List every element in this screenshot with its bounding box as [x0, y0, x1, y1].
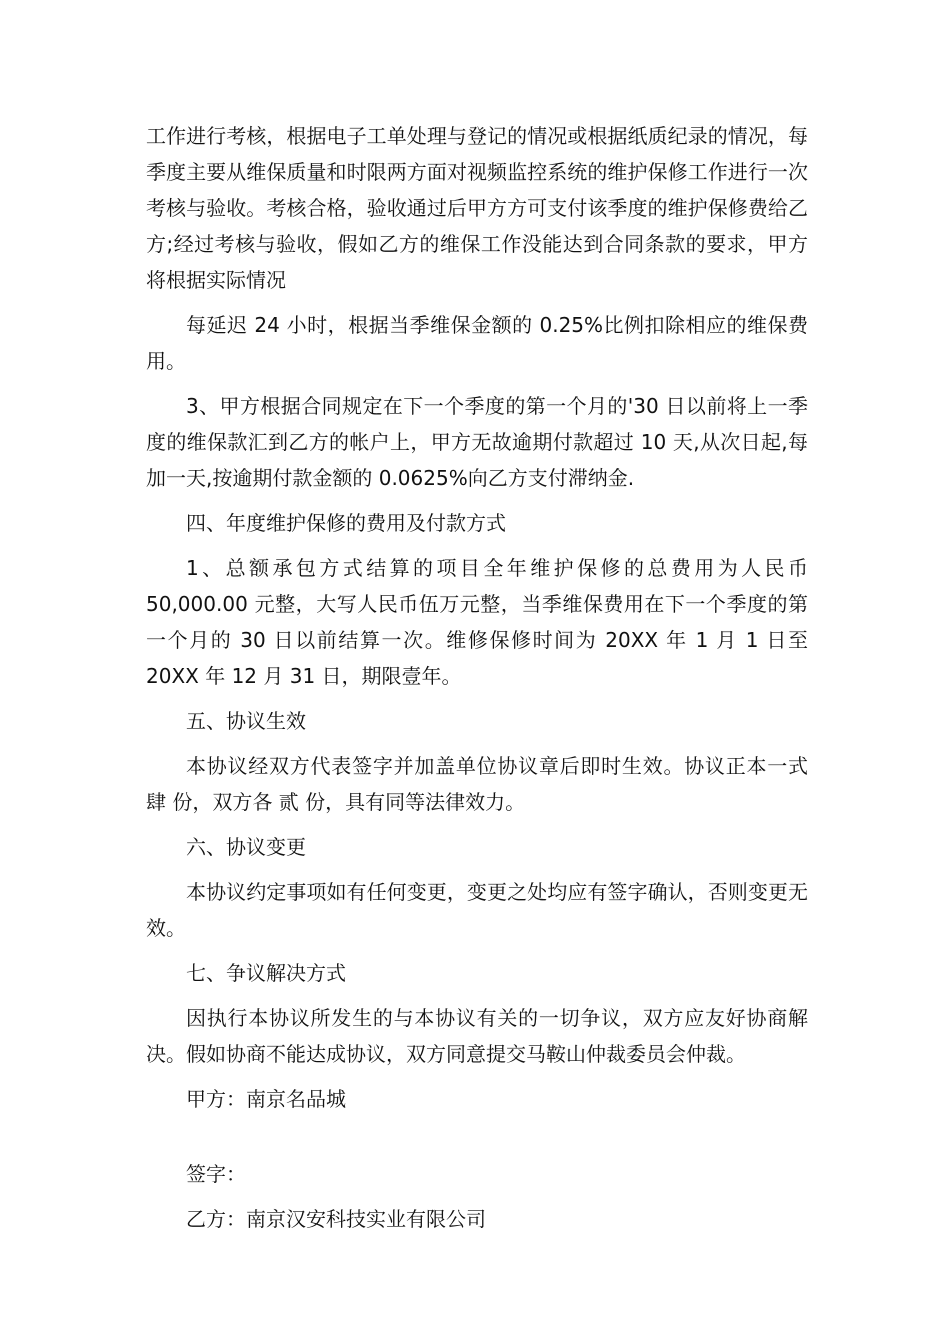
paragraph-assessment: 工作进行考核，根据电子工单处理与登记的情况或根据纸质纪录的情况，每季度主要从维保质量和时限两方面对视频监控系统的维护保修工作进行一次考核与验收。考核合格，验收通过后甲方方可支付该季度的维护保修费给乙方;经过考核与验收，假如乙方的维保工作没能达到合同条款的要求，甲方将根据实际情况	[146, 124, 808, 292]
signature-line: 签字：	[186, 1162, 246, 1186]
document-body	[146, 118, 808, 1246]
paragraph-dispute: 因执行本协议所发生的与本协议有关的一切争议，双方应友好协商解决。假如协商不能达成协议，双方同意提交马鞍山仲裁委员会仲裁。	[146, 1006, 808, 1066]
heading-effect: 五、协议生效	[186, 709, 306, 733]
signature-spacer	[146, 1126, 808, 1156]
party-a-line: 甲方：南京名品城	[186, 1087, 346, 1111]
heading-fees: 四、年度维护保修的费用及付款方式	[186, 511, 506, 535]
party-b-line: 乙方：南京汉安科技实业有限公司	[186, 1207, 486, 1231]
heading-dispute: 七、争议解决方式	[186, 961, 346, 985]
paragraph-payment-terms: 3、甲方根据合同规定在下一个季度的第一个月的'30 日以前将上一季度的维保款汇到乙方的帐户上，甲方无故逾期付款超过 10 天,从次日起,每加一天,按逾期付款金额的 0.0625%向乙方支付滞纳金.	[146, 394, 808, 490]
paragraph-change: 本协议约定事项如有任何变更，变更之处均应有签字确认，否则变更无效。	[146, 880, 808, 940]
paragraph-fees: 1、总额承包方式结算的项目全年维护保修的总费用为人民币 50,000.00 元整，大写人民币伍万元整，当季维保费用在下一个季度的第一个月的 30 日以前结算一次。维修保修时间为 20XX 年 1 月 1 日至 20XX 年 12 月 31 日，期限壹年。	[146, 556, 808, 688]
paragraph-delay-penalty: 每延迟 24 小时，根据当季维保金额的 0.25%比例扣除相应的维保费用。	[146, 313, 808, 373]
paragraph-effect: 本协议经双方代表签字并加盖单位协议章后即时生效。协议正本一式 肆 份，双方各 贰 份，具有同等法律效力。	[146, 754, 808, 814]
heading-change: 六、协议变更	[186, 835, 306, 859]
